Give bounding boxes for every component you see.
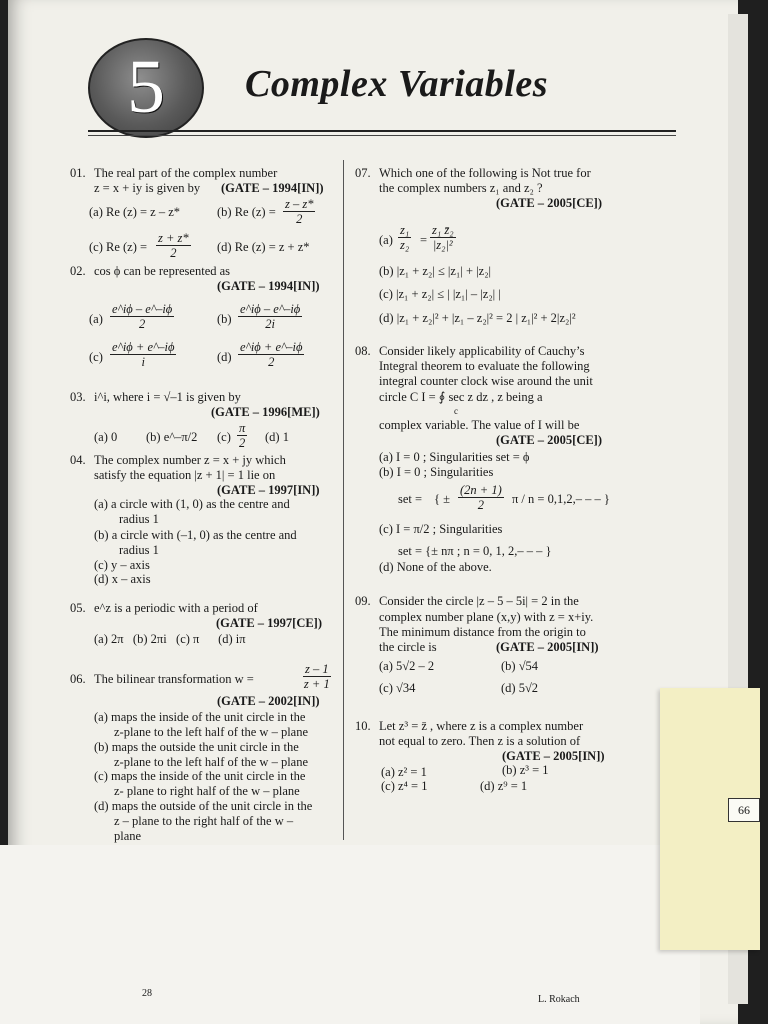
options-row: (a) 2π (b) 2πi (c) π (d) iπ xyxy=(94,632,246,646)
option-a: (a) I = 0 ; Singularities set = ϕ xyxy=(379,450,530,464)
option-b-label: (b) Re (z) = xyxy=(217,205,276,219)
option-c-set: set = {± nπ ; n = 0, 1, 2,– – – } xyxy=(398,544,552,558)
question-text: circle C I = ∮ sec z dz , z being a xyxy=(379,390,543,404)
question-text: The real part of the complex number xyxy=(94,166,278,180)
option-c-label: (c) Re (z) = xyxy=(89,240,148,254)
option-c: (c) z⁴ = 1 xyxy=(381,779,428,793)
option-c: (c) I = π/2 ; Singularities xyxy=(379,522,503,536)
question-source: (GATE – 1997[IN]) xyxy=(217,483,320,497)
option-b-fraction: $\frac{z - z*}{2}$ xyxy=(285,197,314,226)
equals-sign: = xyxy=(420,233,428,247)
question-text: Let z³ = z̄ , where z is a complex number xyxy=(379,719,584,733)
question-text: z = x + iy is given by xyxy=(94,181,201,195)
question-source: (GATE – 2005[CE]) xyxy=(496,196,603,210)
option-d: (d) z⁹ = 1 xyxy=(480,779,528,793)
option-b: (b) √54 xyxy=(501,659,539,673)
chapter-title: Complex Variables xyxy=(245,63,549,105)
question-text: Consider likely applicability of Cauchy’s xyxy=(379,344,585,358)
question-text: Integral theorem to evaluate the following xyxy=(379,359,590,373)
side-page-tag: 66 xyxy=(728,798,760,822)
question-source: (GATE – 1996[ME]) xyxy=(211,405,320,419)
question-number: 02. xyxy=(70,264,86,278)
set-label: set = xyxy=(398,492,423,506)
option-a-label: (a) xyxy=(379,233,393,247)
question-text: the complex numbers z₁ and z₂ ? xyxy=(379,181,543,195)
question-text: The complex number z = x + jy which xyxy=(94,453,286,467)
option-b: (b) e^–π/2 xyxy=(146,430,198,444)
question-source: (GATE – 1997[CE]) xyxy=(216,616,323,630)
option-b: (b) |z₁ + z₂| ≤ |z₁| + |z₂| xyxy=(379,264,492,278)
page-bottom-blank xyxy=(0,845,700,1024)
option-a: (a) a circle with (1, 0) as the centre and xyxy=(94,497,290,511)
page-number: 28 xyxy=(142,988,152,999)
question-text: cos ϕ can be represented as xyxy=(94,264,231,278)
option-c-fraction: $\frac{e\^{}i\phi + e\^{}-i\phi}{i}$ xyxy=(112,340,175,369)
option-c-cont: z- plane to right half of the w – plane xyxy=(114,784,300,798)
option-a-rhs-fraction: $\frac{\text{z₁ z̄₂}}{\text{|z₂|²}}$ xyxy=(432,223,454,252)
question-number: 01. xyxy=(70,166,86,180)
question-number: 03. xyxy=(70,390,86,404)
question-text: Consider the circle |z – 5 – 5i| = 2 in the xyxy=(379,594,579,608)
option-c-label: (c) xyxy=(217,430,231,444)
option-a: (a) 5√2 – 2 xyxy=(379,659,435,673)
chapter-number-badge: 5 xyxy=(88,38,204,138)
column-divider xyxy=(343,160,344,840)
question-text: i^i, where i = √–1 is given by xyxy=(94,390,241,404)
option-b: (b) maps the outside the unit circle in the xyxy=(94,740,299,754)
option-a: (a) z² = 1 xyxy=(381,765,427,779)
question-number: 09. xyxy=(355,594,371,608)
question-source: (GATE – 2005[IN]) xyxy=(496,640,599,654)
question-number: 05. xyxy=(70,601,86,615)
question-source: (GATE – 1994[IN]) xyxy=(217,279,320,293)
question-source: (GATE – 2005[CE]) xyxy=(496,433,603,447)
option-b-label: (b) xyxy=(217,312,232,326)
option-b-cont: radius 1 xyxy=(119,543,159,557)
question-source: (GATE – 2005[IN]) xyxy=(502,749,605,763)
option-b-cont: z-plane to the left half of the w – plane xyxy=(114,755,309,769)
option-a-label: (a) xyxy=(89,312,103,326)
option-a-cont: z-plane to the left half of the w – plane xyxy=(114,725,309,739)
question-text: the circle is xyxy=(379,640,437,654)
question-text: Which one of the following is Not true for xyxy=(379,166,591,180)
option-d: (d) maps the outside of the unit circle in the xyxy=(94,799,313,813)
option-a: (a) 0 xyxy=(94,430,118,444)
option-c-fraction: $\frac{\pi}{2}$ xyxy=(239,421,246,450)
option-d: (d) |z₁ + z₂|² + |z₁ – z₂|² = 2 | z₁|² + 2|z₂|² xyxy=(379,311,576,325)
option-c-label: (c) xyxy=(89,350,103,364)
question-text: integral counter clock wise around the unit xyxy=(379,374,593,388)
option-c: (c) √34 xyxy=(379,681,416,695)
option-d: (d) Re (z) = z + z* xyxy=(217,240,310,254)
question-number: 07. xyxy=(355,166,371,180)
set-tail: π / n = 0,1,2,– – – } xyxy=(512,492,610,506)
question-number: 06. xyxy=(70,672,86,686)
option-c: (c) y – axis xyxy=(94,558,150,572)
question-number: 08. xyxy=(355,344,371,358)
question-number: 10. xyxy=(355,719,371,733)
option-b: (b) I = 0 ; Singularities xyxy=(379,465,494,479)
question-text: The minimum distance from the origin to xyxy=(379,625,586,639)
question-text: complex number plane (x,y) with z = x+iy. xyxy=(379,610,594,624)
question-source: (GATE – 2002[IN]) xyxy=(217,694,320,708)
option-d-label: (d) xyxy=(217,350,232,364)
option-b: (b) a circle with (–1, 0) as the centre and xyxy=(94,528,297,542)
option-a: (a) maps the inside of the unit circle in the xyxy=(94,710,306,724)
contour-subscript: c xyxy=(454,406,458,416)
question-text: e^z is a periodic with a period of xyxy=(94,601,258,615)
option-d: (d) x – axis xyxy=(94,572,151,586)
option-d: (d) 1 xyxy=(265,430,289,444)
option-a-cont: radius 1 xyxy=(119,512,159,526)
option-b-fraction: $\frac{e\^{}i\phi - e\^{}-i\phi}{2i}$ xyxy=(240,302,301,331)
option-c-fraction: $\frac{z + z*}{2}$ xyxy=(158,231,189,260)
option-d-cont: z – plane to the right half of the w – xyxy=(114,814,294,828)
question-text: complex variable. The value of I will be xyxy=(379,418,580,432)
footer-author: L. Rokach xyxy=(538,994,580,1005)
question-source: (GATE – 1994[IN]) xyxy=(221,181,324,195)
option-a-lhs-fraction: $\frac{\text{z₁}}{\text{z₂}}$ xyxy=(400,223,410,252)
option-b: (b) z³ = 1 xyxy=(502,763,549,777)
option-d-fraction: $\frac{e\^{}i\phi + e\^{}-i\phi}{2}$ xyxy=(240,340,303,369)
header-rule-thin xyxy=(88,135,676,136)
set-open: { ± xyxy=(434,492,450,506)
set-fraction: $\frac{(2n + 1)}{2}$ xyxy=(460,483,502,512)
transformation-fraction: $\frac{z - 1}{z + 1}$ xyxy=(303,662,330,691)
option-a: (a) Re (z) = z – z* xyxy=(89,205,181,219)
question-text: The bilinear transformation w = xyxy=(94,672,254,686)
option-d-cont: plane xyxy=(114,829,142,843)
question-text: not equal to zero. Then z is a solution of xyxy=(379,734,581,748)
question-number: 04. xyxy=(70,453,86,467)
header-rule xyxy=(88,130,676,132)
question-text: satisfy the equation |z + 1| = 1 lie on xyxy=(94,468,276,482)
option-d: (d) None of the above. xyxy=(379,560,492,574)
option-c: (c) |z₁ + z₂| ≤ | |z₁| – |z₂| | xyxy=(379,287,501,301)
option-a-fraction: $\frac{e\^{}i\phi - e\^{}-i\phi}{2}$ xyxy=(112,302,173,331)
option-c: (c) maps the inside of the unit circle in the xyxy=(94,769,306,783)
option-d: (d) 5√2 xyxy=(501,681,539,695)
